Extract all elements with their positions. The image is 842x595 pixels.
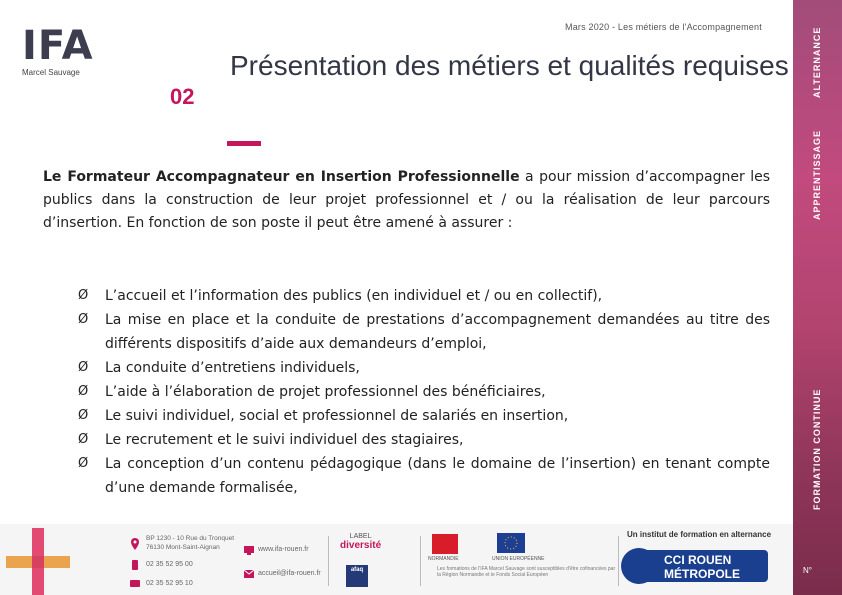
location-pin-icon (130, 538, 140, 550)
list-item-text: La conduite d’entretiens individuels, (105, 360, 360, 376)
afaq-logo: afaq (346, 565, 368, 587)
institut-tagline: Un institut de formation en alternance (627, 530, 772, 539)
list-item (78, 404, 770, 428)
list-item-text: La conception d’un contenu pédagogique (dans le domaine de l’insertion) en tenant compte d’une demande formalisée, (105, 456, 770, 496)
list-item (78, 284, 770, 308)
bullet-arrow-icon: Ø (78, 432, 89, 447)
list-item (78, 428, 770, 452)
address-line-1: BP 1230 - 10 Rue du Tronquet (146, 535, 235, 542)
bullet-arrow-icon: Ø (78, 384, 89, 399)
slide-number: 02 (170, 84, 195, 109)
intro-paragraph (43, 166, 770, 235)
footer-address (146, 534, 234, 552)
cci-line-1: CCI ROUEN (664, 553, 732, 567)
eu-label: UNION EUROPÉENNE (492, 556, 545, 562)
footer-phone: 02 35 52 95 00 (146, 561, 193, 568)
diversite-label-logo (340, 532, 381, 550)
list-item-text: Le recrutement et le suivi individuel des stagiaires, (105, 432, 464, 448)
list-item-text: L’aide à l’élaboration de projet professionnel des bénéficiaires, (105, 384, 546, 400)
footer-fine-print: Les formations de l'IFA Marcel Sauvage sont susceptibles d'être cofinancées par la Région Normandie et le Fonds Social Européen (437, 566, 616, 578)
footer-website[interactable]: www.ifa-rouen.fr (258, 546, 309, 553)
list-item-text: La mise en place et la conduite de prestations d’accompagnement demandées au titre des différents dispositifs d’aide aux demandeurs d’emploi, (105, 312, 770, 352)
band-label-alternance: ALTERNANCE (812, 26, 822, 98)
title-underline (227, 141, 261, 146)
normandie-logo (432, 534, 458, 554)
ifa-logo (22, 23, 102, 78)
eu-flag-icon (497, 533, 525, 553)
phone-icon (130, 560, 140, 570)
footer-divider (420, 536, 421, 586)
list-item (78, 356, 770, 380)
cross-logo-center (32, 556, 44, 568)
band-label-formation-continue: FORMATION CONTINUE (812, 388, 822, 510)
footer-email[interactable]: accueil@ifa-rouen.fr (258, 570, 321, 577)
duties-list (78, 284, 770, 500)
list-item (78, 452, 770, 500)
footer-fax: 02 35 52 95 10 (146, 580, 193, 587)
address-line-2: 76130 Mont-Saint-Aignan (146, 544, 220, 551)
cci-logo (640, 550, 768, 582)
normandie-label: NORMANDIE (428, 556, 459, 562)
list-item-text: Le suivi individuel, social et professionnel de salariés en insertion, (105, 408, 569, 424)
diversite-line-1: LABEL (349, 533, 372, 540)
web-icon (244, 546, 254, 555)
bullet-arrow-icon: Ø (78, 408, 89, 423)
bullet-arrow-icon: Ø (78, 456, 89, 471)
footer-divider (618, 536, 619, 586)
fax-icon (130, 578, 140, 588)
footer-divider (328, 536, 329, 586)
list-item-text: L’accueil et l’information des publics (en individuel et / ou en collectif), (105, 288, 603, 304)
list-item (78, 308, 770, 356)
bullet-arrow-icon: Ø (78, 312, 89, 327)
slide-title: Présentation des métiers et qualités requises (230, 50, 789, 81)
page-number: N° (803, 566, 812, 575)
running-title: Mars 2020 - Les métiers de l'Accompagnement (565, 22, 762, 32)
intro-bold: Le Formateur Accompagnateur en Insertion Professionnelle (43, 169, 520, 185)
bullet-arrow-icon: Ø (78, 288, 89, 303)
band-label-apprentissage: APPRENTISSAGE (812, 129, 822, 220)
mail-icon (244, 570, 254, 578)
cci-line-2: MÉTROPOLE (664, 567, 741, 581)
diversite-line-2: diversité (340, 540, 382, 551)
logo-subtitle: Marcel Sauvage (22, 68, 80, 77)
list-item (78, 380, 770, 404)
logo-name: IFA (22, 23, 94, 69)
intro-rest: a pour mission d’accompagner les publics dans la construction de leur projet professionnel et / ou la réalisation de leur parcours d’insertion. En fonction de son poste il peut être amené à assurer : (43, 169, 770, 231)
bullet-arrow-icon: Ø (78, 360, 89, 375)
